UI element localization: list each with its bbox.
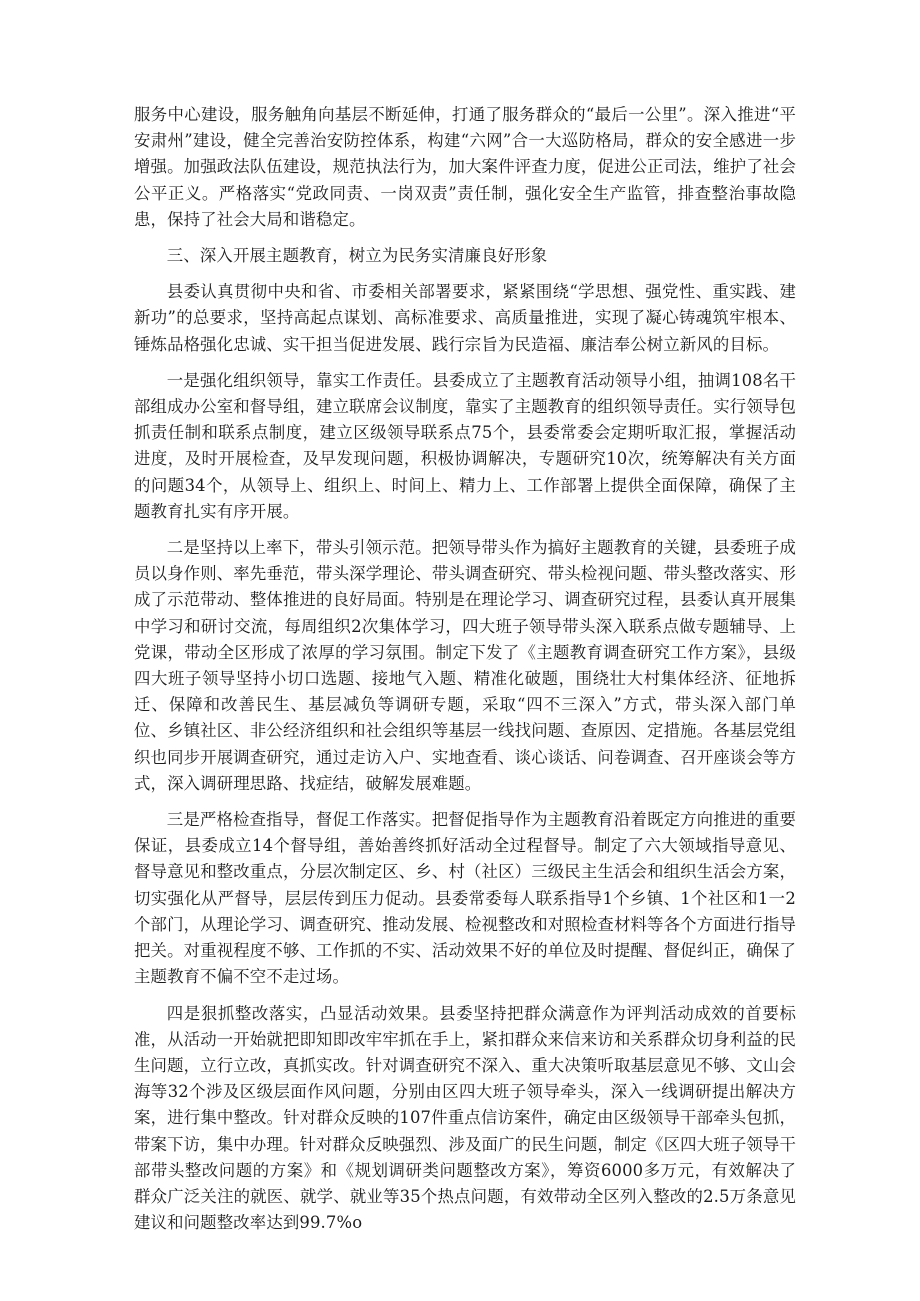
- section-heading: 三、深入开展主题教育，树立为民务实清廉良好形象: [166, 246, 548, 266]
- paragraph-point-1: 一是强化组织领导，靠实工作责任。县委成立了主题教育活动领导小组，抽调108名干部组成办公室和督导组，建立联席会议制度，靠实了主题教育的组织领导责任。实行领导包抓责任制和联系点制度，建立区级领导联系点75个，县委常委会定期听取汇报，掌握活动进度，及时开展检查，及早发现问题，积极协调解决，专题研究10次，统筹解决有关方面的问题34个，从领导上、组织上、时间上、精力上、工作部署上提供全面保障，确保了主题教育扎实有序开展。: [134, 370, 796, 521]
- paragraph-point-2: 二是坚持以上率下，带头引领示范。把领导带头作为搞好主题教育的关键，县委班子成员以身作则、率先垂范，带头深学理论、带头调查研究、带头检视问题、带头整改落实、形成了示范带动、整体推进的良好局面。特别是在理论学习、调查研究过程，县委认真开展集中学习和研讨交流，每周组织2次集体学习，四大班子领导带头深入联系点做专题辅导、上党课，带动全区形成了浓厚的学习氛围。制定下发了《主题教育调查研究工作方案》，县级四大班子领导坚持小切口选题、接地气入题、精准化破题，围绕壮大村集体经济、征地拆迁、保障和改善民生、基层减负等调研专题，采取“四不三深入”方式，带头深入部门单位、乡镇社区、非公经济组织和社会组织等基层一线找问题、查原因、定措施。各基层党组织也同步开展调查研究，通过走访入户、实地查看、谈心谈话、问卷调查、召开座谈会等方式，深入调研理思路、找症结，破解发展难题。: [134, 538, 796, 793]
- paragraph-intro: 县委认真贯彻中央和省、市委相关部署要求，紧紧围绕“学思想、强党性、重实践、建新功”的总要求，坚持高起点谋划、高标准要求、高质量推进，实现了凝心铸魂筑牢根本、锤炼品格强化忠诚、实干担当促进发展、践行宗旨为民造福、廉洁奉公树立新风的目标。: [134, 282, 796, 354]
- paragraph-point-4: 四是狠抓整改落实，凸显活动效果。县委坚持把群众满意作为评判活动成效的首要标准，从活动一开始就把即知即改牢牢抓在手上，紧扣群众来信来访和关系群众切身利益的民生问题，立行立改，真抓实改。针对调查研究不深入、重大决策听取基层意见不够、文山会海等32个涉及区级层面作风问题，分别由区四大班子领导牵头，深入一线调研提出解决方案，进行集中整改。针对群众反映的107件重点信访案件，确定由区级领导干部牵头包抓，带案下访，集中办理。针对群众反映强烈、涉及面广的民生问题，制定《区四大班子领导干部带头整改问题的方案》和《规划调研类问题整改方案》，筹资6000多万元，有效解决了群众广泛关注的就医、就学、就业等35个热点问题，有效带动全区列入整改的2.5万条意见建议和问题整改率达到99.7%o: [134, 1003, 796, 1233]
- document-page: [134, 102, 796, 1246]
- paragraph-continuation: 服务中心建设，服务触角向基层不断延伸，打通了服务群众的“最后一公里”。深入推进“平安肃州”建设，健全完善治安防控体系，构建“六网”合一大巡防格局，群众的安全感进一步增强。加强政法队伍建设，规范执法行为，加大案件评查力度，促进公正司法，维护了社会公平正义。严格落实“党政同责、一岗双责”责任制，强化安全生产监管，排查整治事故隐患，保持了社会大局和谐稳定。: [134, 105, 796, 229]
- paragraph-point-3: 三是严格检查指导，督促工作落实。把督促指导作为主题教育沿着既定方向推进的重要保证，县委成立14个督导组，善始善终抓好活动全过程督导。制定了六大领域指导意见、督导意见和整改重点，分层次制定区、乡、村（社区）三级民主生活会和组织生活会方案，切实强化从严督导，层层传到压力促动。县委常委每人联系指导1个乡镇、1个社区和1一2个部门，从理论学习、调查研究、推动发展、检视整改和对照检查材料等各个方面进行指导把关。对重视程度不够、工作抓的不实、活动效果不好的单位及时提醒、督促纠正，确保了主题教育不偏不空不走过场。: [134, 810, 796, 987]
